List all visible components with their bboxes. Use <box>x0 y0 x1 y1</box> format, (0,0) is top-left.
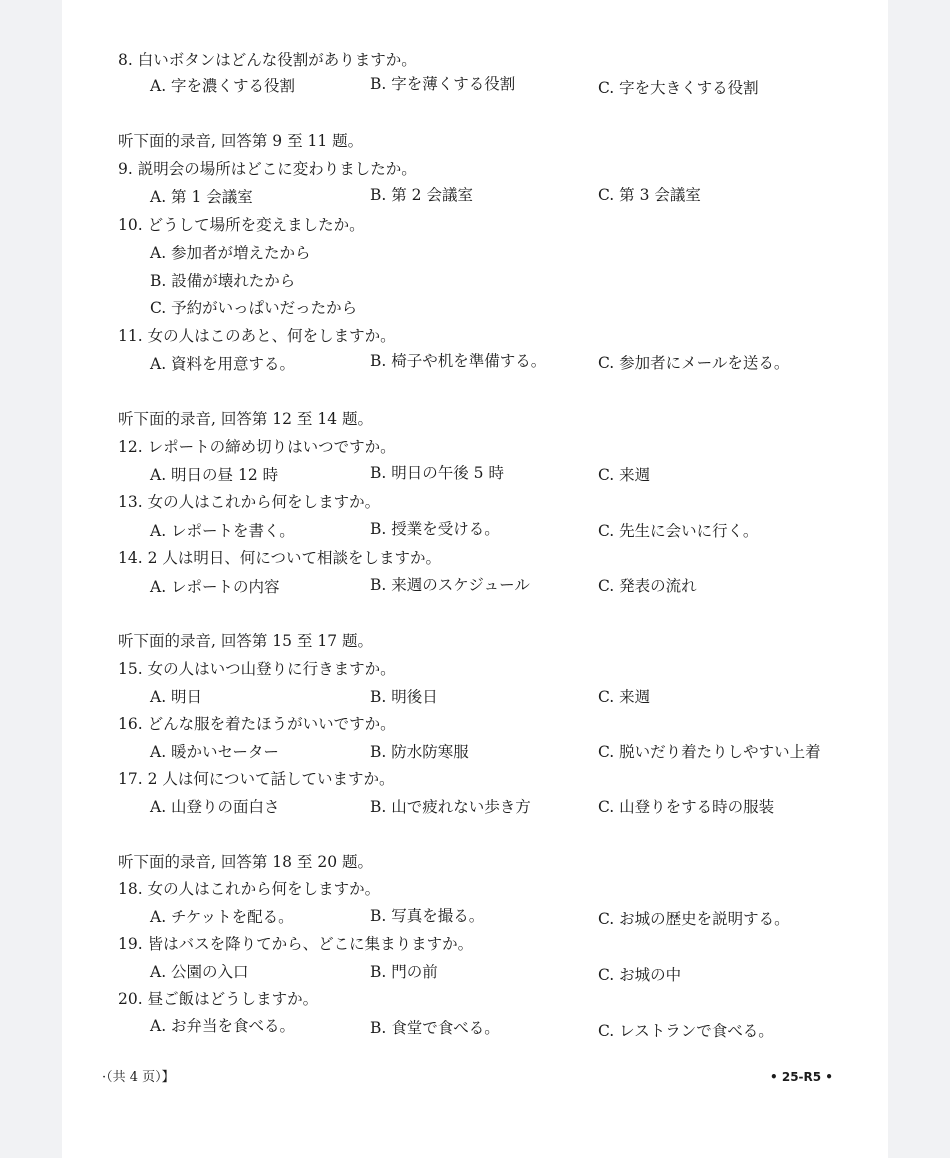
question-10-option-c: C. 予約がいっぱいだったから <box>150 299 358 317</box>
question-12-option-c: C. 来週 <box>598 466 651 484</box>
section-heading-15-17: 听下面的录音, 回答第 15 至 17 题。 <box>118 632 374 650</box>
page-count-footer: ·（共 4 页）】 <box>102 1070 175 1085</box>
question-14-option-c: C. 発表の流れ <box>598 577 697 595</box>
question-17-option-b: B. 山で疲れない歩き方 <box>370 798 531 816</box>
question-19-option-a: A. 公園の入口 <box>150 963 249 981</box>
question-18-option-b: B. 写真を撮る。 <box>370 907 485 925</box>
question-16-option-b: B. 防水防寒服 <box>370 743 469 761</box>
question-19-option-b: B. 門の前 <box>370 963 438 981</box>
question-8-option-a: A. 字を濃くする役割 <box>150 77 296 95</box>
question-20-option-a: A. お弁当を食べる。 <box>150 1017 296 1035</box>
question-13-stem: 13. 女の人はこれから何をしますか。 <box>118 493 381 511</box>
question-8-option-b: B. 字を薄くする役割 <box>370 75 516 93</box>
question-19-option-c: C. お城の中 <box>598 966 682 984</box>
question-20-option-c: C. レストランで食べる。 <box>598 1022 774 1040</box>
question-9-stem: 9. 説明会の場所はどこに変わりましたか。 <box>118 160 417 178</box>
question-12-option-b: B. 明日の午後 5 時 <box>370 464 504 482</box>
question-12-stem: 12. レポートの締め切りはいつですか。 <box>118 438 396 456</box>
question-14-option-a: A. レポートの内容 <box>150 578 280 596</box>
question-18-option-c: C. お城の歴史を説明する。 <box>598 910 790 928</box>
exam-code-footer: • 25-R5 • <box>770 1070 833 1084</box>
section-heading-12-14: 听下面的录音, 回答第 12 至 14 题。 <box>118 410 374 428</box>
question-16-stem: 16. どんな服を着たほうがいいですか。 <box>118 715 396 733</box>
question-9-option-a: A. 第 1 会議室 <box>150 188 253 206</box>
section-heading-9-11: 听下面的录音, 回答第 9 至 11 题。 <box>118 132 364 150</box>
question-15-stem: 15. 女の人はいつ山登りに行きますか。 <box>118 660 396 678</box>
question-11-option-a: A. 資料を用意する。 <box>150 355 296 373</box>
question-16-option-a: A. 暖かいセーター <box>150 743 279 761</box>
question-13-option-a: A. レポートを書く。 <box>150 522 295 540</box>
question-15-option-a: A. 明日 <box>150 688 203 706</box>
question-10-option-a: A. 参加者が増えたから <box>150 244 311 262</box>
question-10-option-b: B. 設備が壊れたから <box>150 272 296 290</box>
section-heading-18-20: 听下面的录音, 回答第 18 至 20 题。 <box>118 853 374 871</box>
question-11-option-b: B. 椅子や机を準備する。 <box>370 352 547 370</box>
question-8-stem: 8. 白いボタンはどんな役割がありますか。 <box>118 51 417 69</box>
question-12-option-a: A. 明日の昼 12 時 <box>150 466 279 484</box>
question-17-option-a: A. 山登りの面白さ <box>150 798 280 816</box>
question-9-option-b: B. 第 2 会議室 <box>370 186 473 204</box>
question-17-option-c: C. 山登りをする時の服装 <box>598 798 775 816</box>
question-14-stem: 14. 2 人は明日、何について相談をしますか。 <box>118 549 442 567</box>
question-16-option-c: C. 脱いだり着たりしやすい上着 <box>598 743 821 761</box>
question-14-option-b: B. 来週のスケジュール <box>370 576 530 594</box>
question-17-stem: 17. 2 人は何について話していますか。 <box>118 770 395 788</box>
question-15-option-b: B. 明後日 <box>370 688 438 706</box>
question-13-option-c: C. 先生に会いに行く。 <box>598 522 759 540</box>
question-18-option-a: A. チケットを配る。 <box>150 908 294 926</box>
question-19-stem: 19. 皆はバスを降りてから、どこに集まりますか。 <box>118 935 474 953</box>
question-15-option-c: C. 来週 <box>598 688 651 706</box>
question-11-stem: 11. 女の人はこのあと、何をしますか。 <box>118 327 396 345</box>
question-20-stem: 20. 昼ご飯はどうしますか。 <box>118 990 319 1008</box>
question-10-stem: 10. どうして場所を変えましたか。 <box>118 216 365 234</box>
question-20-option-b: B. 食堂で食べる。 <box>370 1019 500 1037</box>
exam-page <box>62 0 888 1158</box>
question-13-option-b: B. 授業を受ける。 <box>370 520 500 538</box>
question-8-option-c: C. 字を大きくする役割 <box>598 79 759 97</box>
question-18-stem: 18. 女の人はこれから何をしますか。 <box>118 880 381 898</box>
question-9-option-c: C. 第 3 会議室 <box>598 186 701 204</box>
question-11-option-c: C. 参加者にメールを送る。 <box>598 354 790 372</box>
